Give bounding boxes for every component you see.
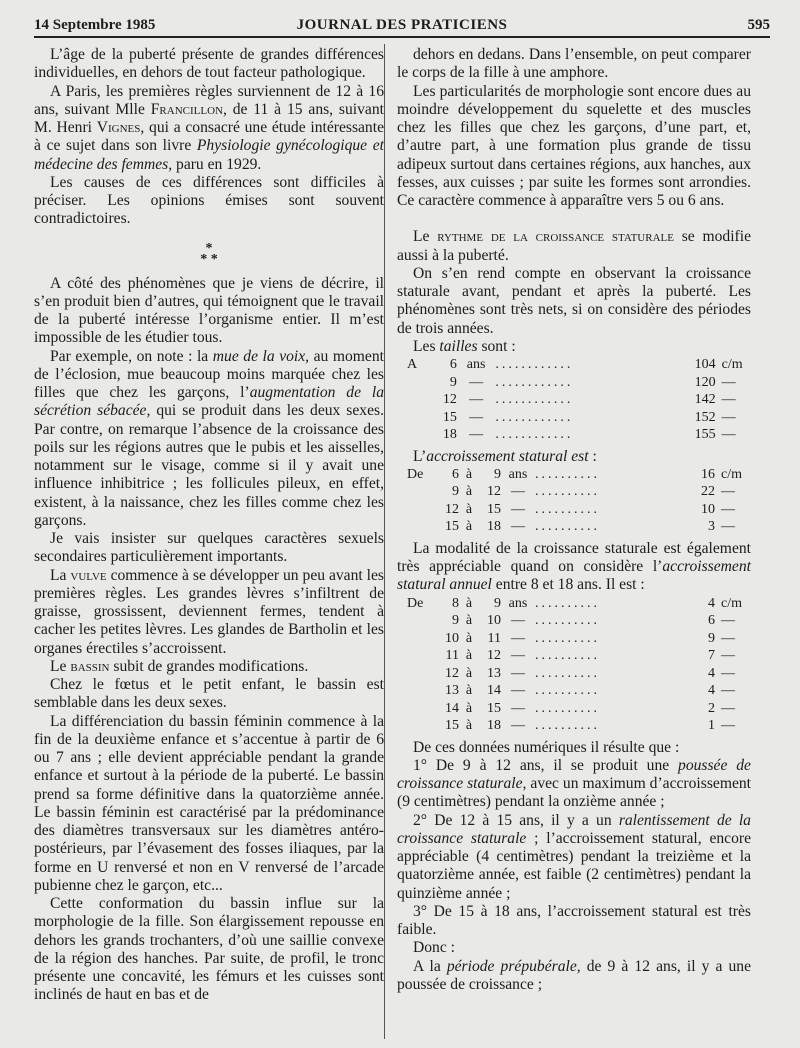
paragraph: Les causes de ces différences sont difficiles à préciser. Les opinions émises sont souvent contradictoires. (34, 173, 384, 228)
table-cell-value: 1 (708, 718, 715, 733)
paragraph: A la période prépubérale, de 9 à 12 ans, il y a une poussée de croissance ; (397, 957, 752, 993)
table-cell-from: 9 (452, 613, 459, 628)
table-row (407, 409, 751, 427)
table-cell-pre (407, 518, 435, 536)
table-cell-unit: — (511, 718, 525, 733)
left-column (34, 46, 384, 1005)
table-cell-to: 15 (487, 700, 501, 716)
table-cell-age: 6 (449, 357, 457, 372)
table-cell-suffix: — (721, 700, 735, 716)
table-cell-a: à (465, 519, 473, 535)
table-cell-pre (407, 682, 435, 700)
paragraph: L’âge de la puberté présente de grandes différences individuelles, en dehors de tout facteur pathologique. (34, 46, 384, 82)
table-cell-from: 13 (445, 683, 459, 698)
section-separator: * * * (200, 240, 218, 267)
table-cell-dots: .......... (535, 718, 600, 733)
page-number: 595 (747, 17, 770, 33)
table-cell-unit: — (511, 700, 525, 716)
table-cell-value: 4 (708, 683, 715, 698)
table-cell-pre (407, 409, 428, 427)
paragraph: La différenciation du bassin féminin commence à la fin de la deuxième enfance et s’accentue à partir de 6 ou 7 ans ; elle devient appréciable pendant la grande enfance et surtout à la période de la puberté. Le bassin prend sa forme définitive dans la quatorzième année. Le bassin féminin est caractérisé par la prédominance des diamètres transversaux sur les diamètres antéro-postérieurs, par l’évasement des fosses iliaques, par la forme en U renversé et non en V renversé de l’arcade pubienne chez le garçon, etc... (34, 712, 384, 894)
table-row (407, 374, 751, 392)
paragraph: Donc : (413, 939, 456, 957)
table-cell-dots: .......... (535, 466, 600, 482)
table-cell-dots: .......... (535, 683, 600, 698)
journal-title: JOURNAL DES PRATICIENS (296, 17, 508, 33)
table-cell-pre: De (407, 466, 424, 482)
table-cell-value: 4 (708, 595, 715, 611)
table-cell-pre (407, 630, 435, 648)
table-cell-from: 11 (445, 648, 459, 663)
right-column (397, 46, 751, 994)
table-cell-unit: — (469, 409, 484, 425)
table-cell-age: 18 (442, 427, 457, 442)
table-cell-suffix: c/m (721, 595, 742, 611)
table-row (407, 426, 751, 444)
table-cell-age: 9 (449, 374, 457, 390)
table-cell-suffix: — (721, 409, 736, 425)
table-cell-to: 10 (487, 613, 501, 628)
paragraph: De ces données numériques il résulte que : (413, 738, 680, 756)
tailles-table (407, 356, 751, 444)
table-cell-unit: ans (508, 466, 528, 482)
table-cell-dots: .......... (535, 519, 600, 535)
table-cell-dots: .......... (535, 613, 600, 628)
table-cell-pre (407, 501, 435, 519)
table-cell-to: 18 (487, 519, 501, 535)
table-cell-to: 12 (487, 648, 501, 663)
table-cell-dots: .......... (535, 484, 600, 500)
page-header (34, 14, 770, 38)
table-cell-value: 9 (708, 630, 715, 646)
table-row (407, 466, 751, 484)
table-cell-a: à (465, 595, 473, 611)
table-cell-unit: — (511, 665, 525, 681)
table-cell-dots: .......... (535, 595, 600, 611)
table-cell-dots: ............ (495, 409, 574, 425)
table-cell-unit: — (511, 648, 525, 663)
table-cell-value: 3 (708, 519, 715, 535)
table-cell-suffix: — (721, 718, 735, 733)
paragraph: dehors en dedans. Dans l’ensemble, on peut comparer le corps de la fille à une amphore. (397, 46, 751, 82)
table-cell-pre (407, 717, 435, 735)
table-row (407, 717, 751, 735)
table-cell-dots: ............ (495, 374, 574, 390)
table-cell-value: 22 (701, 484, 715, 500)
paragraph: A Paris, les premières règles surviennent de 12 à 16 ans, suivant Mlle Francillon, de 11 à 15 ans, suivant M. Henri Vignes, qui a consacré une étude intéressante à ce sujet dans son livre Physiologie gynécologique et médecine des femmes, paru en 1929. (34, 82, 384, 173)
paragraph: 1° De 9 à 12 ans, il se produit une poussée de croissance staturale, avec un maximum d’accroissement (9 centimètres) pendant la onzième année ; (397, 756, 751, 811)
table-cell-suffix: c/m (721, 357, 743, 372)
table-cell-to: 14 (487, 683, 501, 698)
table-cell-value: 6 (708, 613, 715, 628)
table-cell-unit: — (511, 613, 525, 628)
table-cell-unit: — (469, 427, 484, 442)
paragraph: Par exemple, on note : la mue de la voix, au moment de l’éclosion, mue beaucoup moins marquée chez les filles que chez les garçons, l’augmentation de la sécrétion sébacée, qui se produit dans les deux sexes. Par contre, on remarque l’absence de la croissance des poils sur les régions autres que le pubis et les aisselles, notamment sur le visage, comme si il y avait une influence inhibitrice ; les follicules pileux, en effet, existent, à la naissance, chez les filles comme chez les garçons. (34, 347, 384, 529)
table-cell-to: 9 (494, 595, 501, 611)
table-cell-suffix: — (721, 665, 735, 681)
table-cell-a: à (465, 700, 473, 716)
table-row (407, 483, 751, 501)
table-cell-pre (407, 426, 428, 444)
table-row (407, 518, 751, 536)
paragraph: Les particularités de morphologie sont encore dues au moindre développement du squelette et des muscles chez les filles que chez les garçons, d’une part, et, d’autre part, à une formation plus grande de tissu adipeux surtout dans certaines régions, aux hanches, aux fesses, aux cuisses ; par suite les formes sont arrondies. Ce caractère commence à apparaître vers 5 ou 6 ans. (397, 82, 751, 209)
paragraph: 3° De 15 à 18 ans, l’accroissement statural est très faible. (397, 902, 751, 938)
table-cell-to: 12 (487, 484, 501, 500)
table-cell-a: à (465, 665, 473, 681)
table-cell-to: 9 (494, 466, 501, 482)
table-cell-value: 10 (701, 501, 715, 517)
table-cell-value: 142 (694, 392, 716, 407)
table-cell-a: à (465, 683, 473, 698)
table-cell-value: 104 (694, 357, 716, 372)
table-row (407, 595, 751, 613)
table-cell-dots: ............ (495, 392, 574, 407)
paragraph: 2° De 12 à 15 ans, il y a un ralentissement de la croissance staturale ; l’accroissement statural, encore appréciable (4 centimètres) pendant la treizième et la quatorzième année, est faible (2 centimètres) pendant la quinzième année ; (397, 811, 751, 902)
table-cell-pre (407, 700, 435, 718)
table-cell-dots: ............ (495, 427, 574, 442)
paragraph: La vulve commence à se développer un peu avant les premières règles. Les grandes lèvres s’infiltrent de graisse, grossissent, deviennent fermes, tendent à cacher les petites lèvres. Les glandes de Bartholin et les organes érectiles s’accroissent. (34, 566, 384, 657)
table-row (407, 501, 751, 519)
table-row (407, 647, 751, 665)
table-cell-unit: ans (508, 595, 528, 611)
table-cell-value: 4 (708, 665, 715, 681)
accroissement-table (407, 466, 751, 536)
table-cell-a: à (465, 466, 473, 482)
table-cell-unit: ans (466, 357, 486, 372)
table-cell-from: 6 (452, 466, 459, 482)
table-cell-unit: — (469, 374, 484, 390)
table-cell-value: 120 (694, 374, 716, 390)
table-row (407, 700, 751, 718)
table-cell-unit: — (511, 683, 525, 698)
table-cell-to: 13 (487, 665, 501, 681)
paragraph: Je vais insister sur quelques caractères sexuels secondaires particulièrement importants. (34, 530, 384, 566)
paragraph: Chez le fœtus et le petit enfant, le bassin est semblable dans les deux sexes. (34, 676, 384, 712)
table-cell-unit: — (511, 630, 525, 646)
table-row (407, 682, 751, 700)
table-cell-from: 10 (445, 630, 459, 646)
table-cell-dots: .......... (535, 630, 600, 646)
table-cell-suffix: — (721, 519, 735, 535)
paragraph: L’accroissement statural est : (413, 447, 597, 465)
table-cell-dots: .......... (535, 501, 600, 517)
table-cell-from: 15 (445, 519, 459, 535)
table-cell-from: 15 (445, 718, 459, 733)
table-cell-value: 155 (694, 427, 716, 442)
table-cell-pre (407, 665, 435, 683)
table-cell-age: 12 (442, 392, 457, 407)
accroissement-annuel-table (407, 595, 751, 735)
table-cell-from: 9 (452, 484, 459, 500)
table-cell-a: à (465, 630, 473, 646)
table-cell-unit: — (511, 519, 525, 535)
table-cell-pre (407, 391, 428, 409)
table-cell-from: 8 (452, 595, 459, 611)
table-cell-suffix: — (721, 374, 736, 390)
table-cell-dots: .......... (535, 700, 600, 716)
table-cell-unit: — (511, 501, 525, 517)
table-cell-suffix: — (721, 501, 735, 517)
paragraph: Les tailles sont : (413, 337, 516, 355)
paragraph: Le rythme de la croissance staturale se modifie aussi à la puberté. (397, 228, 751, 264)
table-row (407, 665, 751, 683)
table-cell-pre (407, 374, 428, 392)
paragraph: On s’en rend compte en observant la croissance staturale avant, pendant et après la puberté. Les phénomènes sont très nets, si on considère des périodes de trois années. (397, 264, 751, 337)
table-cell-dots: .......... (535, 665, 600, 681)
table-cell-suffix: c/m (721, 466, 742, 482)
table-cell-pre (407, 612, 435, 630)
table-cell-suffix: — (721, 392, 736, 407)
table-cell-suffix: — (721, 648, 735, 663)
table-row (407, 356, 751, 374)
table-cell-a: à (465, 484, 473, 500)
paragraph: Cette conformation du bassin influe sur la morphologie de la fille. Son élargissement repousse en dehors les grands trochanters, d’où une saillie convexe de la région des hanches. Par suite, de profil, le tronc présente une concavité, les fémurs et les cuisses sont inclinés de haut en bas et de (34, 895, 384, 1004)
table-row (407, 391, 751, 409)
table-cell-pre: De (407, 595, 424, 611)
table-cell-from: 14 (445, 700, 459, 716)
table-row (407, 630, 751, 648)
table-cell-a: à (465, 648, 473, 663)
table-cell-suffix: — (721, 484, 735, 500)
table-cell-to: 15 (487, 501, 501, 517)
table-cell-suffix: — (721, 613, 735, 628)
table-cell-dots: .......... (535, 648, 600, 663)
table-cell-to: 11 (487, 630, 501, 646)
paragraph: Le bassin subit de grandes modifications. (50, 657, 309, 675)
table-row (407, 612, 751, 630)
paragraph: La modalité de la croissance staturale est également très appréciable quand on considère l’accroissement statural annuel entre 8 et 18 ans. Il est : (397, 539, 751, 594)
column-divider (384, 44, 385, 1039)
table-cell-from: 12 (445, 665, 459, 681)
table-cell-value: 7 (708, 648, 715, 663)
table-cell-pre (407, 647, 435, 665)
table-cell-value: 2 (708, 700, 715, 716)
table-cell-pre: A (407, 357, 418, 372)
table-cell-suffix: — (721, 427, 736, 442)
table-cell-suffix: — (721, 683, 735, 698)
table-cell-a: à (465, 501, 473, 517)
table-cell-age: 15 (442, 409, 457, 425)
table-cell-unit: — (511, 484, 525, 500)
table-cell-value: 16 (701, 466, 715, 482)
table-cell-pre (407, 483, 435, 501)
table-cell-dots: ............ (495, 357, 574, 372)
paragraph: A côté des phénomènes que je viens de décrire, il s’en produit bien d’autres, qui témoignent que le travail de la puberté intéresse l’organisme entier. Il m’est impossible de les étudier tous. (34, 274, 384, 347)
table-cell-a: à (465, 718, 473, 733)
table-cell-to: 18 (487, 718, 501, 733)
table-cell-suffix: — (721, 630, 735, 646)
table-cell-a: à (465, 613, 473, 628)
issue-date: 14 Septembre 1985 (34, 17, 156, 33)
table-cell-from: 12 (445, 501, 459, 517)
table-cell-unit: — (469, 392, 484, 407)
table-cell-value: 152 (694, 409, 716, 425)
